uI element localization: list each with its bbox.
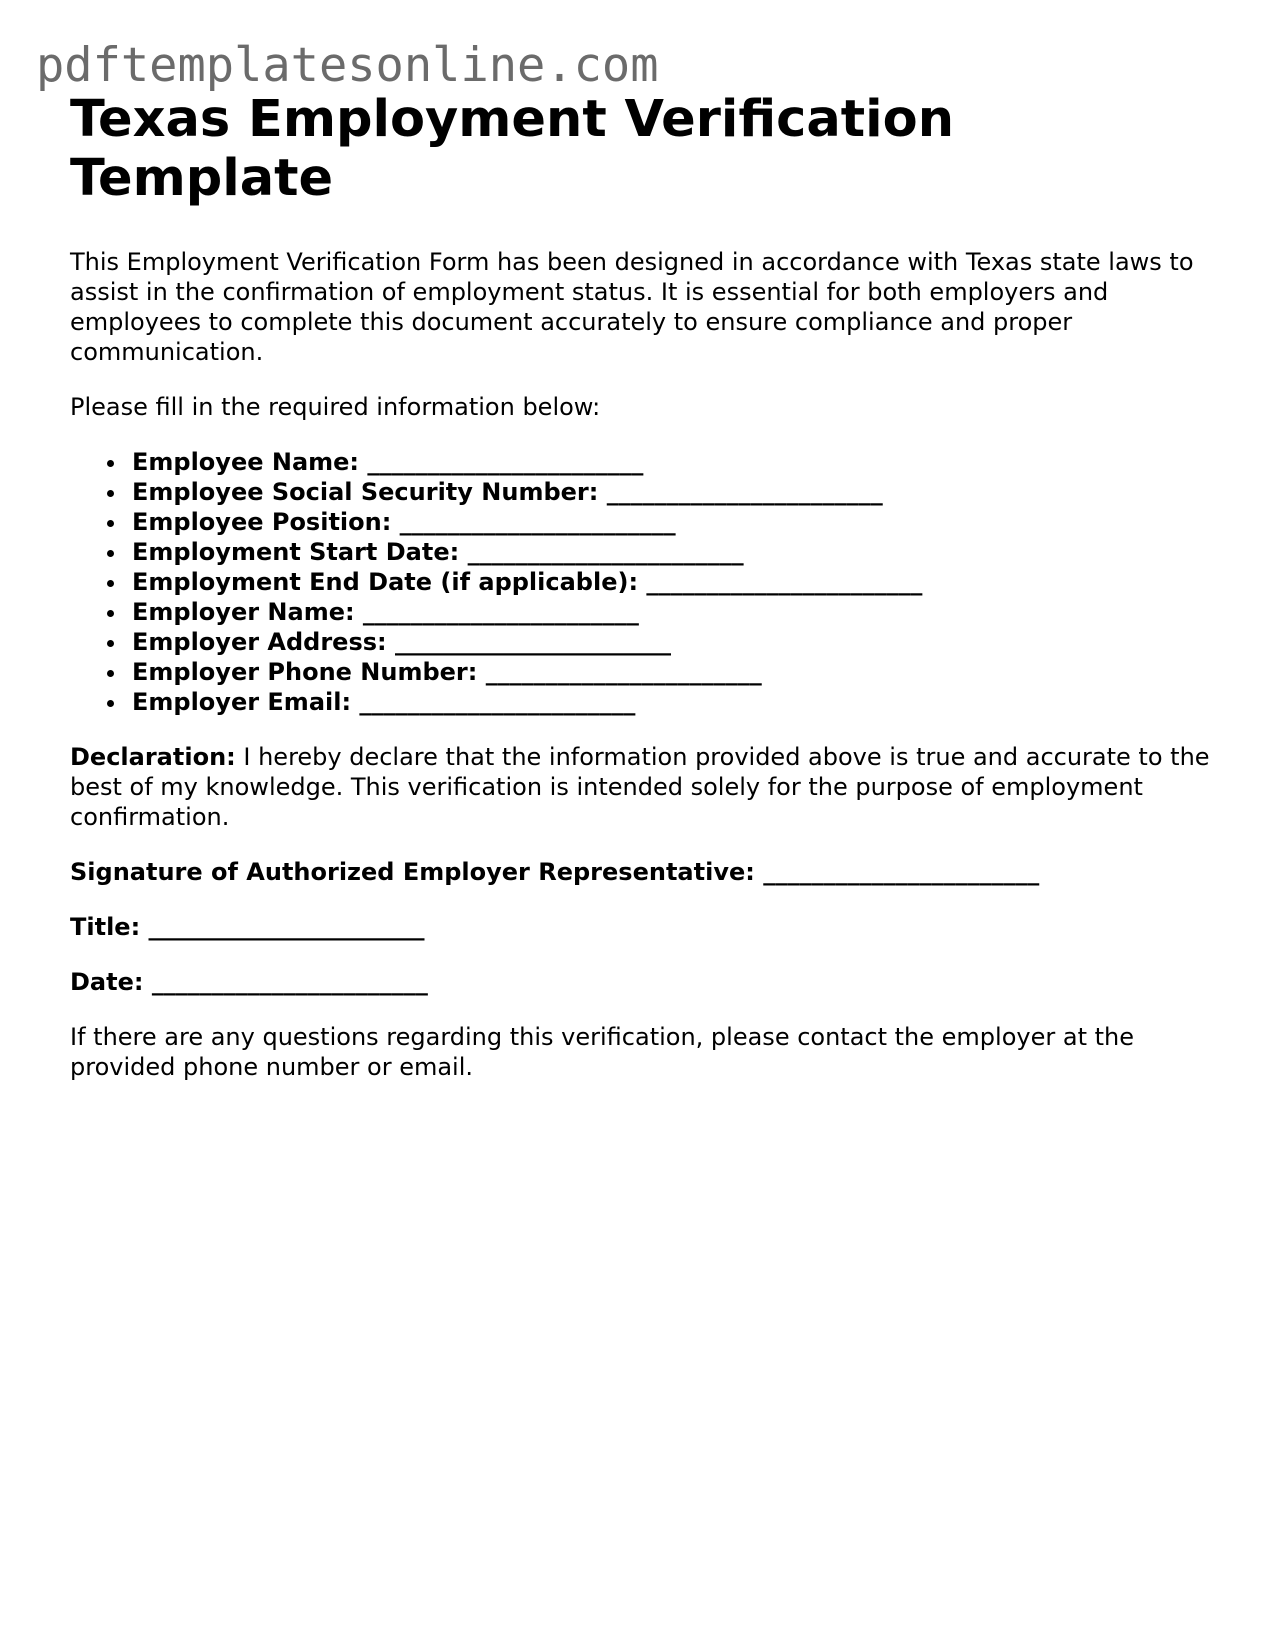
signature-field[interactable]: Signature of Authorized Employer Representative: _______________________ [70,858,1040,886]
contact-note: If there are any questions regarding this verification, please contact the employer at the provided phone number or email. [70,1023,1134,1081]
page-title: Texas Employment Verification Template [70,90,955,208]
document-body [70,90,1210,1082]
date-field[interactable]: Date: _______________________ [70,968,428,996]
field-employer-email[interactable]: Employer Email: _______________________ [132,687,1210,717]
field-employer-name[interactable]: Employer Name: _______________________ [132,597,1210,627]
field-employment-start-date[interactable]: Employment Start Date: _______________________ [132,537,1210,567]
field-employee-ssn[interactable]: Employee Social Security Number: _______________________ [132,477,1210,507]
field-employer-phone[interactable]: Employer Phone Number: _______________________ [132,657,1210,687]
field-employee-position[interactable]: Employee Position: _______________________ [132,507,1210,537]
field-employment-end-date[interactable]: Employment End Date (if applicable): _______________________ [132,567,1210,597]
fill-prompt: Please fill in the required information below: [70,393,601,421]
intro-paragraph: This Employment Verification Form has been designed in accordance with Texas state laws to assist in the confirmation of employment status. It is essential for both employers and employees to complete this document accurately to ensure compliance and proper communication. [70,248,1194,366]
title-field[interactable]: Title: _______________________ [70,913,425,941]
declaration-paragraph [70,742,1210,832]
field-employee-name[interactable]: Employee Name: _______________________ [132,447,1210,477]
declaration-text: I hereby declare that the information provided above is true and accurate to the best of my knowledge. This verification is intended solely for the purpose of employment confirmation. [70,743,1210,831]
field-employer-address[interactable]: Employer Address: _______________________ [132,627,1210,657]
watermark: pdftemplatesonline.com [36,38,659,93]
field-list [70,447,1210,717]
declaration-label: Declaration: [70,743,236,771]
